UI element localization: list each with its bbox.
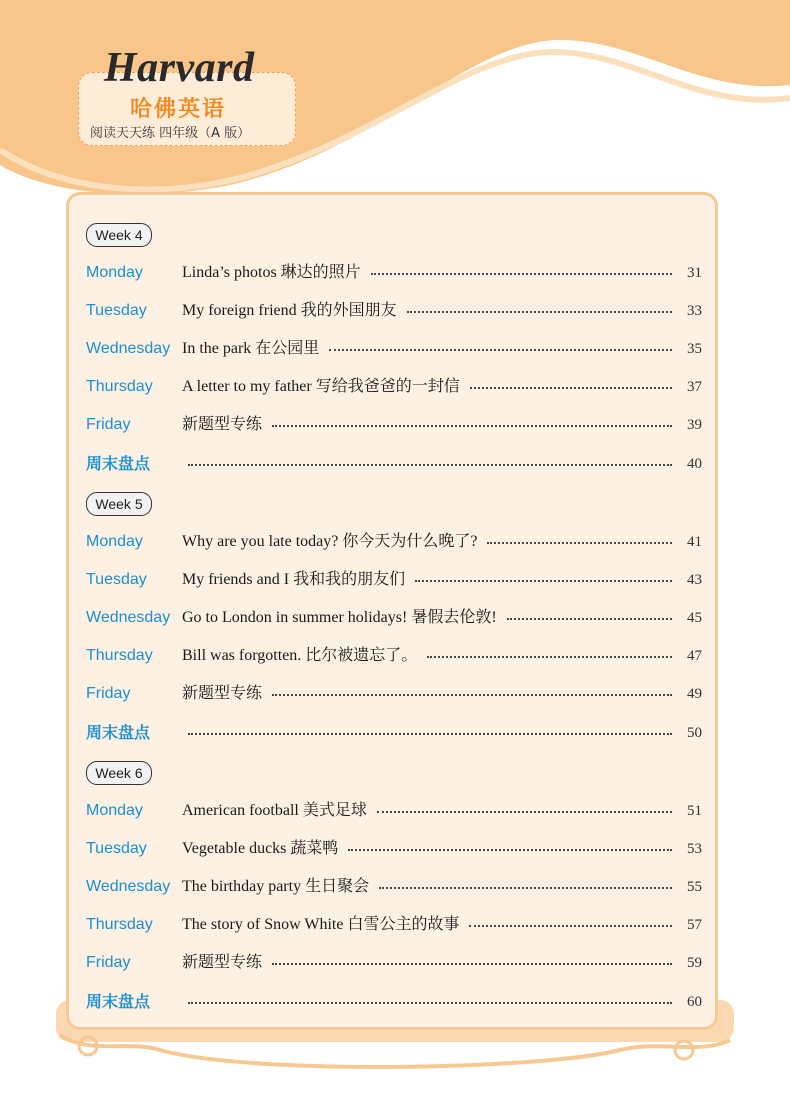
toc-dot-leader (427, 656, 672, 658)
toc-row[interactable] (86, 913, 702, 937)
toc-row[interactable] (86, 337, 702, 361)
toc-page-number: 33 (687, 303, 702, 320)
week-tag: Week 6 (86, 761, 152, 785)
toc-day-label: 周末盘点 (86, 722, 151, 742)
toc-dot-leader (407, 311, 672, 313)
toc-entry-title: Linda’s photos 琳达的照片 (182, 264, 361, 281)
toc-entry-title: Bill was forgotten. 比尔被遗忘了。 (182, 647, 418, 665)
toc-page-number: 43 (687, 572, 702, 589)
toc-page-number: 55 (687, 879, 702, 896)
toc-page-number: 59 (687, 955, 702, 972)
toc-page-number: 47 (687, 648, 702, 665)
toc-row[interactable] (86, 951, 702, 975)
toc-day-label: Tuesday (86, 571, 147, 589)
book-subtitle: 阅读天天练 四年级（A 版） (90, 126, 251, 141)
toc-page-number: 31 (687, 265, 702, 281)
toc-dot-leader (377, 811, 672, 813)
toc-row[interactable] (86, 721, 702, 745)
toc-dot-leader (507, 618, 672, 620)
toc-entry-title: 新题型专练 (182, 416, 263, 434)
toc-dot-leader (379, 887, 672, 889)
toc-row[interactable] (86, 990, 702, 1014)
toc-page-number: 40 (687, 455, 702, 472)
toc-dot-leader (188, 1002, 672, 1004)
toc-day-label: Thursday (86, 916, 153, 934)
toc-day-label: Friday (86, 685, 131, 703)
toc-page-number: 35 (687, 341, 702, 358)
toc-dot-leader (470, 387, 672, 389)
toc-row[interactable] (86, 682, 702, 706)
toc-page-number: 37 (687, 379, 702, 396)
toc-page-number: 45 (687, 610, 702, 627)
toc-row[interactable] (86, 452, 702, 476)
toc-row[interactable] (86, 375, 702, 399)
toc-day-label: Thursday (86, 647, 153, 665)
toc-day-label: Thursday (86, 378, 153, 396)
toc-day-label: Monday (86, 264, 143, 281)
toc-row[interactable] (86, 799, 702, 823)
toc-entry-title: Why are you late today? 你今天为什么晚了? (182, 533, 478, 550)
toc-page-number: 50 (687, 724, 702, 741)
week-tag: Week 5 (86, 492, 152, 516)
toc-dot-leader (272, 963, 672, 965)
toc-dot-leader (371, 273, 672, 275)
toc-day-label: 周末盘点 (86, 991, 151, 1011)
toc-row[interactable] (86, 837, 702, 861)
toc-dot-leader (188, 733, 672, 735)
toc-row[interactable] (86, 299, 702, 323)
toc-dot-leader (188, 464, 672, 466)
toc-page-number: 41 (687, 534, 702, 550)
toc-dot-leader (272, 425, 672, 427)
toc-day-label: Friday (86, 416, 131, 434)
toc-dot-leader (348, 849, 672, 851)
toc-entry-title: The birthday party 生日聚会 (182, 878, 370, 896)
toc-day-label: Tuesday (86, 840, 147, 858)
toc-entry-title: In the park 在公园里 (182, 340, 320, 358)
toc-page-number: 53 (687, 841, 702, 858)
toc-dot-leader (272, 694, 672, 696)
toc-row[interactable] (86, 568, 702, 592)
toc-row[interactable] (86, 413, 702, 437)
toc-row[interactable] (86, 606, 702, 630)
brand-title-cn: 哈佛英语 (130, 97, 227, 122)
toc-row[interactable] (86, 644, 702, 668)
toc-day-label: Wednesday (86, 340, 171, 358)
toc-dot-leader (469, 925, 672, 927)
toc-row[interactable] (86, 261, 702, 285)
toc-day-label: Monday (86, 802, 143, 819)
toc-day-label: Monday (86, 533, 143, 550)
toc-day-label: Friday (86, 954, 131, 972)
toc-row[interactable] (86, 875, 702, 899)
week-tag: Week 4 (86, 223, 152, 247)
toc-day-label: Tuesday (86, 302, 147, 320)
toc-entry-title: Vegetable ducks 蔬菜鸭 (182, 840, 339, 858)
toc-entry-title: A letter to my father 写给我爸爸的一封信 (182, 378, 460, 396)
toc-page-number: 60 (687, 993, 702, 1010)
toc-page-number: 51 (687, 803, 702, 819)
brand-title-en: Harvard (104, 45, 255, 91)
toc-dot-leader (329, 349, 672, 351)
toc-entry-title: My friends and I 我和我的朋友们 (182, 571, 406, 589)
toc-entry-title: American football 美式足球 (182, 802, 367, 819)
toc-day-label: Wednesday (86, 878, 171, 896)
toc-entry-title: 新题型专练 (182, 685, 263, 703)
toc-entry-title: 新题型专练 (182, 954, 263, 972)
toc-entry-title: My foreign friend 我的外国朋友 (182, 302, 397, 320)
toc-row[interactable] (86, 530, 702, 554)
toc-page-number: 39 (687, 417, 702, 434)
toc-day-label: 周末盘点 (86, 453, 151, 473)
toc-entry-title: Go to London in summer holidays! 暑假去伦敦! (182, 609, 497, 627)
toc-dot-leader (415, 580, 672, 582)
toc-day-label: Wednesday (86, 609, 171, 627)
toc-page-number: 57 (687, 917, 702, 934)
toc-page-number: 49 (687, 686, 702, 703)
toc-entry-title: The story of Snow White 白雪公主的故事 (182, 916, 460, 934)
toc-dot-leader (487, 542, 672, 544)
